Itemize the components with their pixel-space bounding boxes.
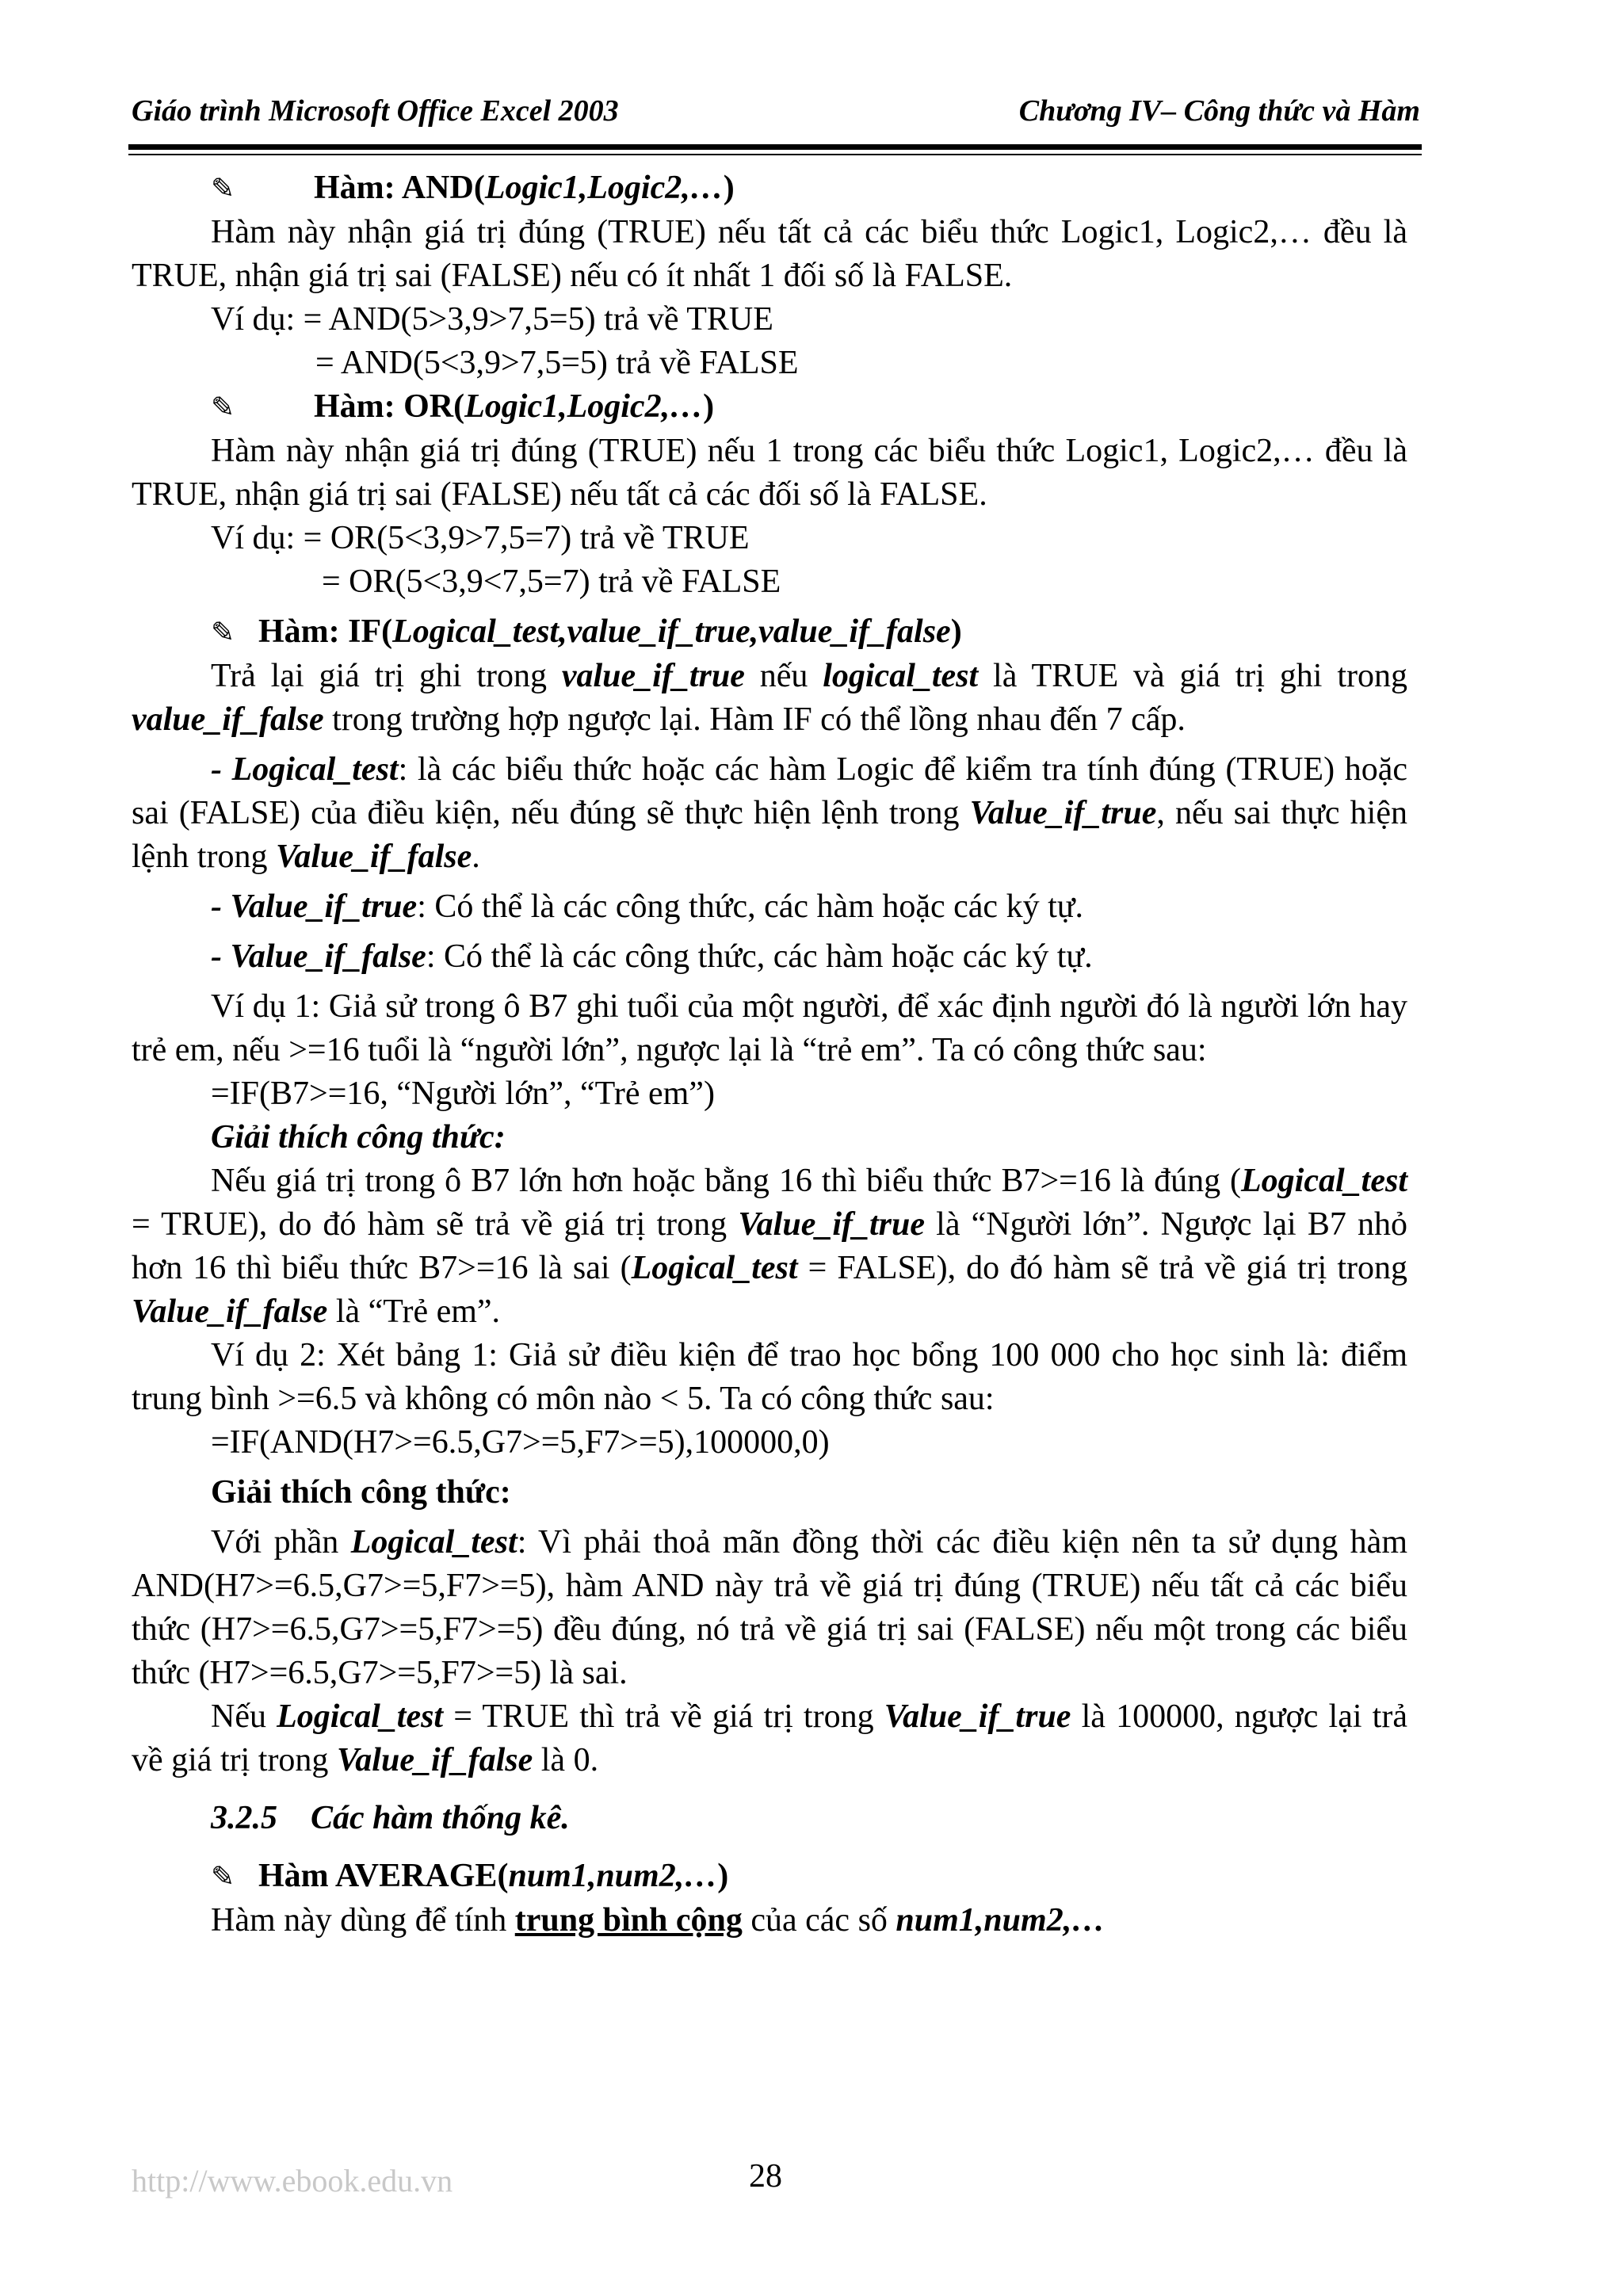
or-example-2: = OR(5<3,9<7,5=7) trả về FALSE [322,563,781,600]
explanation-3-text: Nếu Logical_test = TRUE thì trả về giá trị trong Value_if_true là 100000, ngược lại trả về giá trị trong Value_if_false là 0. [132,1698,1407,1778]
pencil-icon: ✎ [211,173,235,204]
or-example-1: Ví dụ: = OR(5<3,9>7,5=7) trả về TRUE [211,520,750,556]
header-chapter-title: Chương IV– Công thức và Hàm [1018,94,1420,128]
explanation-1-heading: Giải thích công thức: [211,1119,506,1156]
and-example-1: Ví dụ: = AND(5>3,9>7,5=5) trả về TRUE [211,301,773,338]
header-rule-thin [128,154,1422,155]
pencil-icon: ✎ [211,1861,235,1893]
example-2-formula: =IF(AND(H7>=6.5,G7>=5,F7>=5),100000,0) [211,1424,830,1461]
explanation-1-text: Nếu giá trị trong ô B7 lớn hơn hoặc bằng 16 thì biểu thức B7>=16 là đúng (Logical_test = TRUE), do đó hàm sẽ trả về giá trị trong Value_if_true là “Người lớn”. Ngược lại B7 nhỏ hơn 16 thì biểu thức B7>=16 là sai (Logical_test = FALSE), do đó hàm sẽ trả về giá trị trong Value_if_false là “Trẻ em”. [132,1163,1407,1330]
header-book-title: Giáo trình Microsoft Office Excel 2003 [132,94,619,128]
value-if-false-note: - Value_if_false: Có thể là các công thức, các hàm hoặc các ký tự. [211,938,1093,975]
footer-url: http://www.ebook.edu.vn [132,2163,453,2199]
example-2-description: Ví dụ 2: Xét bảng 1: Giả sử điều kiện để trao học bổng 100 000 cho học sinh là: điểm trung bình >=6.5 và không có môn nào < 5. Ta có công thức sau: [132,1337,1407,1417]
average-description: Hàm này dùng để tính trung bình cộng của các số num1,num2,… [211,1902,1106,1939]
logical-test-note: - Logical_test: là các biểu thức hoặc các hàm Logic để kiểm tra tính đúng (TRUE) hoặc sai (FALSE) của điều kiện, nếu đúng sẽ thực hiện lệnh trong Value_if_true, nếu sai thực hiện lệnh trong Value_if_false. [132,751,1407,875]
if-description: Trả lại giá trị ghi trong value_if_true nếu logical_test là TRUE và giá trị ghi trong value_if_false trong trường hợp ngược lại. Hàm IF có thể lồng nhau đến 7 cấp. [132,658,1407,738]
section-title: Các hàm thống kê. [311,1800,570,1836]
explanation-2-text: Với phần Logical_test: Vì phải thoả mãn đồng thời các điều kiện nên ta sử dụng hàm AND(H7>=6.5,G7>=5,F7>=5), hàm AND này trả về giá trị đúng (TRUE) nếu tất cả các biểu thức (H7>=6.5,G7>=5,F7>=5) đều đúng, nó trả về giá trị sai (FALSE) nếu một trong các biểu thức (H7>=6.5,G7>=5,F7>=5) là sai. [132,1524,1407,1691]
if-function-heading: ✎ Hàm: IF(Logical_test,value_if_true,value_if_false) [132,610,1407,655]
value-if-true-note: - Value_if_true: Có thể là các công thức, các hàm hoặc các ký tự. [211,888,1084,925]
page-body [132,166,1407,1943]
or-description: Hàm này nhận giá trị đúng (TRUE) nếu 1 trong các biểu thức Logic1, Logic2,… đều là TRUE, nhận giá trị sai (FALSE) nếu tất cả các đối số là FALSE. [132,433,1407,513]
explanation-2-heading: Giải thích công thức: [211,1474,511,1511]
pencil-icon: ✎ [211,392,235,423]
or-function-heading: ✎ Hàm: OR(Logic1,Logic2,…) [132,385,1407,430]
section-heading [132,1797,1407,1840]
pencil-icon: ✎ [211,617,235,648]
header-rule-thick [128,144,1422,150]
average-function-heading: ✎ Hàm AVERAGE(num1,num2,…) [132,1855,1407,1899]
and-example-2: = AND(5<3,9>7,5=5) trả về FALSE [315,345,799,381]
example-1-formula: =IF(B7>=16, “Người lớn”, “Trẻ em”) [211,1075,715,1112]
example-1-description: Ví dụ 1: Giả sử trong ô B7 ghi tuổi của một người, để xác định người đó là người lớn hay trẻ em, nếu >=16 tuổi là “người lớn”, ngược lại là “trẻ em”. Ta có công thức sau: [132,988,1407,1068]
page-header [132,94,1420,141]
and-description: Hàm này nhận giá trị đúng (TRUE) nếu tất cả các biểu thức Logic1, Logic2,… đều là TRUE, nhận giá trị sai (FALSE) nếu có ít nhất 1 đối số là FALSE. [132,214,1407,294]
section-number: 3.2.5 [211,1800,277,1836]
page-number: 28 [749,2158,782,2195]
and-function-heading: ✎ Hàm: AND(Logic1,Logic2,…) [132,166,1407,211]
